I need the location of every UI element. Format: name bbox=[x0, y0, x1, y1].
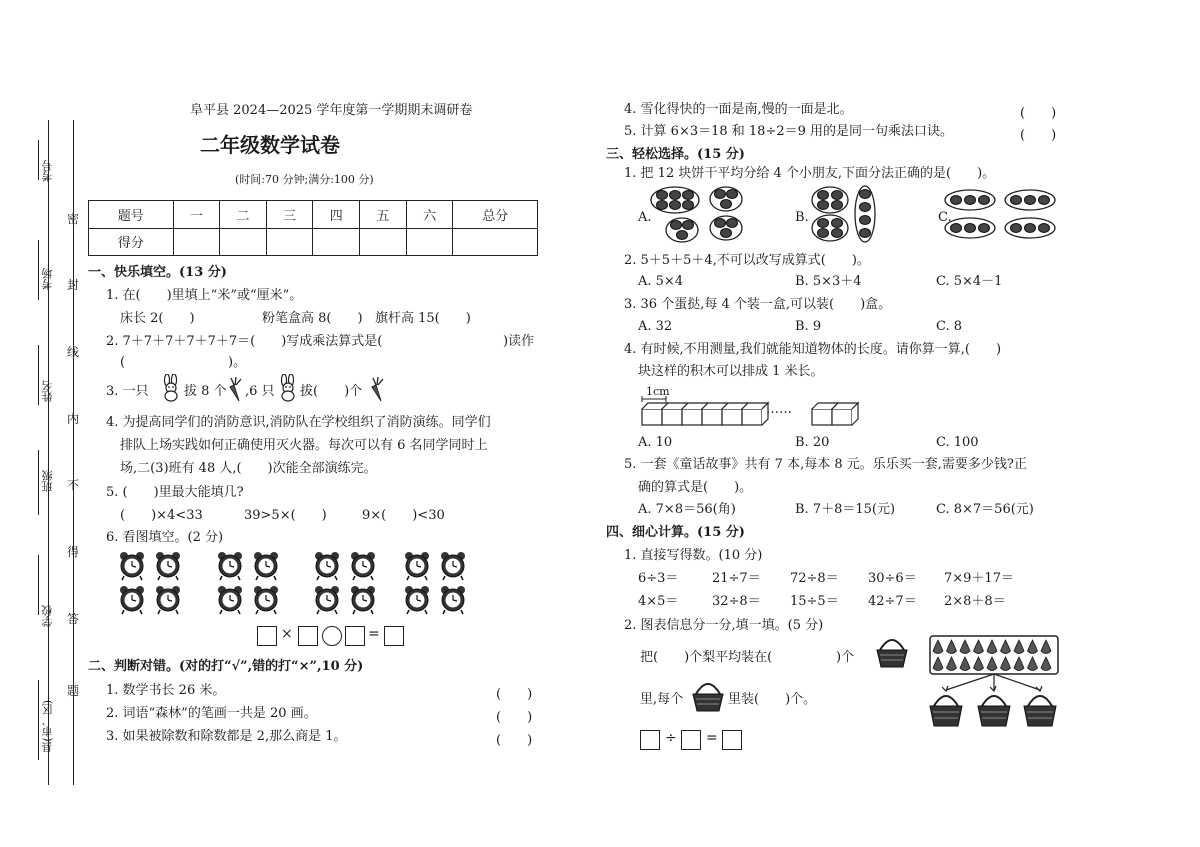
answer-box[interactable] bbox=[298, 626, 318, 646]
s3-q5-option-b[interactable]: B. 7＋8＝15(元) bbox=[795, 502, 896, 517]
s1-q5b: 39>5×( ) bbox=[244, 508, 327, 523]
binding-underline-2 bbox=[38, 240, 39, 300]
answer-box[interactable] bbox=[722, 730, 742, 750]
calc-item: 42÷7＝ bbox=[868, 594, 917, 609]
basket-icon bbox=[978, 696, 1010, 726]
score-cell: 六 bbox=[406, 201, 453, 229]
binding-underline-6 bbox=[38, 680, 39, 760]
cookie-icon bbox=[671, 221, 682, 230]
calc-item: 21÷7＝ bbox=[712, 571, 761, 586]
cookie-icon bbox=[683, 221, 694, 230]
calc-item: 30÷6＝ bbox=[868, 571, 917, 586]
calc-item: 7×9＋17＝ bbox=[944, 571, 1014, 586]
s1-q3b: 拔 8 个 bbox=[184, 384, 227, 399]
s3-q5b: 确的算式是( )。 bbox=[638, 480, 753, 495]
s1-q4a: 4. 为提高同学们的消防意识,消防队在学校组织了消防演练。同学们 bbox=[106, 415, 491, 430]
s3-q3-option-c[interactable]: C. 8 bbox=[936, 319, 963, 334]
cookie-icon bbox=[683, 191, 694, 200]
s4-q2a: 把( )个梨平均装在( bbox=[640, 650, 773, 665]
score-input-cell[interactable] bbox=[360, 228, 407, 256]
s1-q1c: 旗杆高 15( ) bbox=[375, 311, 471, 326]
s1-q5: 5. ( )里最大能填几? bbox=[106, 485, 244, 500]
answer-box[interactable] bbox=[681, 730, 701, 750]
alarm-clock-icon bbox=[156, 586, 180, 614]
s3-q3-option-b[interactable]: B. 9 bbox=[795, 319, 822, 334]
side-label-school: 学校 bbox=[41, 605, 54, 627]
s1-q2d: )。 bbox=[228, 355, 247, 370]
s1-q3a: 3. 一只 bbox=[106, 384, 149, 399]
cookie-icon bbox=[1011, 224, 1022, 233]
carrot-icon bbox=[368, 377, 386, 403]
binding-underline-4 bbox=[38, 450, 39, 515]
block-icon bbox=[832, 409, 852, 425]
score-cell: 二 bbox=[220, 201, 267, 229]
s3-q5a: 5. 一套《童话故事》共有 7 本,每本 8 元。乐乐买一套,需要多少钱?正 bbox=[624, 457, 1027, 472]
cookie-icon bbox=[818, 219, 829, 228]
alarm-clock-icon bbox=[315, 586, 339, 614]
s1-q4c: 场,二(3)班有 48 人,( )次能全部演练完。 bbox=[120, 461, 377, 476]
cookie-icon bbox=[818, 229, 829, 238]
score-cell: 总分 bbox=[453, 201, 538, 229]
s3-q1-option-b[interactable]: B. bbox=[795, 210, 809, 225]
calc-item: 72÷8＝ bbox=[790, 571, 839, 586]
cookie-icon bbox=[860, 229, 871, 238]
seal-char-7: 答 bbox=[67, 612, 80, 626]
section-4-heading: 四、细心计算。(15 分) bbox=[606, 525, 745, 540]
seal-char-8: 题 bbox=[67, 684, 80, 698]
basket-icon bbox=[690, 680, 726, 714]
seal-char-4: 内 bbox=[67, 412, 80, 426]
judge-blank[interactable]: ( ) bbox=[496, 733, 533, 748]
s1-q3d: 拔( )个 bbox=[300, 384, 363, 399]
cookie-icon bbox=[832, 201, 843, 210]
binding-line-left bbox=[48, 120, 49, 785]
score-input-cell[interactable] bbox=[173, 228, 220, 256]
score-table-row bbox=[89, 228, 538, 256]
s3-q1: 1. 把 12 块饼干平均分给 4 个小朋友,下面分法正确的是( )。 bbox=[624, 166, 996, 181]
calc-item: 2×8＋8＝ bbox=[944, 594, 1006, 609]
operator-circle[interactable] bbox=[322, 626, 342, 646]
s3-q2-option-a[interactable]: A. 5×4 bbox=[638, 274, 684, 289]
score-table bbox=[88, 200, 538, 256]
cookie-icon bbox=[683, 201, 694, 210]
score-cell: 三 bbox=[266, 201, 313, 229]
answer-box[interactable] bbox=[640, 730, 660, 750]
s2-q2: 2. 词语“森林”的笔画一共是 20 画。 bbox=[106, 706, 317, 721]
s3-q4a: 4. 有时候,不用测量,我们就能知道物体的长度。请你算一算,( ) bbox=[624, 342, 1002, 357]
s3-q3: 3. 36 个蛋挞,每 4 个装一盒,可以装( )盒。 bbox=[624, 297, 892, 312]
cookie-icon bbox=[721, 229, 732, 238]
score-cell: 题号 bbox=[89, 201, 174, 229]
block-icon bbox=[742, 409, 762, 425]
cookie-icon bbox=[951, 196, 962, 205]
s3-q4-option-c[interactable]: C. 100 bbox=[936, 435, 979, 450]
cookie-icon bbox=[832, 229, 843, 238]
alarm-clock-icon bbox=[120, 552, 144, 580]
s3-q3-option-a[interactable]: A. 32 bbox=[638, 319, 673, 334]
block-icon bbox=[642, 409, 662, 425]
divide-symbol: ÷ bbox=[665, 730, 677, 746]
cookie-icon bbox=[677, 231, 688, 240]
blocks-ellipsis: …… bbox=[766, 402, 792, 417]
blocks-figure bbox=[636, 393, 866, 429]
s3-q2-option-b[interactable]: B. 5×3＋4 bbox=[795, 274, 862, 289]
cookie-icon bbox=[1025, 196, 1036, 205]
s2-q4: 4. 雪化得快的一面是南,慢的一面是北。 bbox=[624, 102, 853, 117]
section-3-heading: 三、轻松选择。(15 分) bbox=[606, 147, 745, 162]
s2-q5: 5. 计算 6×3＝18 和 18÷2＝9 用的是同一句乘法口诀。 bbox=[624, 124, 954, 139]
s1-q2c: ( bbox=[120, 355, 126, 370]
times-symbol: × bbox=[281, 626, 293, 642]
alarm-clock-icon bbox=[405, 552, 429, 580]
s3-q4-option-a[interactable]: A. 10 bbox=[638, 435, 673, 450]
side-label-name: 姓名 bbox=[41, 380, 54, 402]
s3-q5-option-a[interactable]: A. 7×8＝56(角) bbox=[638, 502, 736, 517]
cookie-icon bbox=[670, 191, 681, 200]
rabbit-icon bbox=[159, 374, 183, 402]
seal-char-5: 不 bbox=[67, 478, 80, 492]
cookie-groups-figure bbox=[650, 184, 1090, 246]
s1-q1a: 床长 2( ) bbox=[120, 311, 195, 326]
side-label-county: 县(市、区) bbox=[41, 700, 54, 753]
cookie-icon bbox=[965, 196, 976, 205]
score-cell: 四 bbox=[313, 201, 360, 229]
calc-item: 6÷3＝ bbox=[638, 571, 679, 586]
cookie-icon bbox=[832, 191, 843, 200]
equals-symbol: = bbox=[368, 626, 380, 642]
cookie-icon bbox=[727, 219, 738, 228]
cookie-icon bbox=[818, 191, 829, 200]
score-table-row bbox=[89, 201, 538, 229]
cookie-icon bbox=[860, 203, 871, 212]
block-icon bbox=[702, 409, 722, 425]
cookie-icon bbox=[1025, 224, 1036, 233]
block-icon bbox=[722, 409, 742, 425]
block-icon bbox=[812, 409, 832, 425]
score-cell: 得分 bbox=[89, 228, 174, 256]
cookie-icon bbox=[715, 219, 726, 228]
seal-char-2: 封 bbox=[67, 278, 80, 292]
block-icon bbox=[662, 409, 682, 425]
s3-q5-option-c[interactable]: C. 8×7＝56(元) bbox=[936, 502, 1034, 517]
pear-tray-figure bbox=[924, 632, 1064, 732]
alarm-clock-icon bbox=[441, 586, 465, 614]
answer-box[interactable] bbox=[257, 626, 277, 646]
alarm-clock-icon bbox=[315, 552, 339, 580]
score-cell: 五 bbox=[360, 201, 407, 229]
score-input-cell[interactable] bbox=[453, 228, 538, 256]
carrot-icon bbox=[226, 377, 244, 403]
cookie-icon bbox=[860, 216, 871, 225]
block-icon bbox=[682, 409, 702, 425]
s3-q1-option-c[interactable]: C. bbox=[938, 210, 952, 225]
judge-blank[interactable]: ( ) bbox=[496, 687, 533, 702]
seal-char-1: 密 bbox=[67, 212, 80, 226]
s3-q2: 2. 5＋5＋5＋4,不可以改写成算式( )。 bbox=[624, 253, 870, 268]
s4-q2b: )个 bbox=[836, 650, 855, 665]
cookie-icon bbox=[965, 224, 976, 233]
section-2-heading: 二、判断对错。(对的打“√”,错的打“×”,10 分) bbox=[88, 659, 364, 674]
judge-blank[interactable]: ( ) bbox=[1020, 106, 1057, 121]
answer-box[interactable] bbox=[345, 626, 365, 646]
basket-icon bbox=[930, 696, 962, 726]
exam-title: 二年级数学试卷 bbox=[200, 133, 340, 157]
cookie-icon bbox=[715, 190, 726, 199]
cookie-icon bbox=[979, 196, 990, 205]
calc-item: 32÷8＝ bbox=[712, 594, 761, 609]
s1-q1b: 粉笔盒高 8( ) bbox=[262, 311, 363, 326]
side-label-exam-no: 考号 bbox=[41, 160, 54, 182]
s1-q3c: ,6 只 bbox=[245, 384, 275, 399]
cookie-icon bbox=[818, 201, 829, 210]
s2-q3: 3. 如果被除数和除数都是 2,那么商是 1。 bbox=[106, 729, 347, 744]
binding-underline-5 bbox=[38, 555, 39, 615]
side-label-class: 班级 bbox=[41, 470, 54, 492]
alarm-clock-icon bbox=[254, 586, 278, 614]
basket-icon bbox=[1024, 696, 1056, 726]
alarm-clock-icon bbox=[254, 552, 278, 580]
s4-q2d: 里装( )个。 bbox=[728, 692, 817, 707]
alarm-clock-icon bbox=[351, 552, 375, 580]
s1-q1: 1. 在( )里填上“米”或“厘米”。 bbox=[106, 288, 303, 303]
s1-q5a: ( )×4<33 bbox=[120, 508, 203, 523]
alarm-clock-icon bbox=[218, 586, 242, 614]
s1-q4b: 排队上场实践如何正确使用灭火器。每次可以有 6 名同学同时上 bbox=[120, 438, 488, 453]
seal-char-6: 得 bbox=[67, 545, 80, 559]
cookie-icon bbox=[1011, 196, 1022, 205]
s2-q1: 1. 数学书长 26 米。 bbox=[106, 683, 226, 698]
section-1-heading: 一、快乐填空。(13 分) bbox=[88, 265, 227, 280]
judge-blank[interactable]: ( ) bbox=[1020, 128, 1057, 143]
s1-q2b: )读作 bbox=[503, 334, 535, 349]
cookie-icon bbox=[1039, 196, 1050, 205]
s1-q6: 6. 看图填空。(2 分) bbox=[106, 530, 224, 545]
cookie-icon bbox=[951, 224, 962, 233]
alarm-clock-icon bbox=[120, 586, 144, 614]
s3-q2-option-c[interactable]: C. 5×4－1 bbox=[936, 274, 1003, 289]
cookie-icon bbox=[1039, 224, 1050, 233]
s3-q1-option-a[interactable]: A. bbox=[638, 210, 652, 225]
binding-underline-1 bbox=[38, 140, 39, 180]
cookie-icon bbox=[721, 200, 732, 209]
alarm-clock-icon bbox=[156, 552, 180, 580]
s1-q2a: 2. 7＋7＋7＋7＋7＋7＝( )写成乘法算式是( bbox=[106, 334, 383, 349]
calc-item: 4×5＝ bbox=[638, 594, 679, 609]
exam-meta: (时间:70 分钟;满分:100 分) bbox=[235, 173, 374, 186]
cm-label: 1cm bbox=[646, 385, 670, 398]
cookie-icon bbox=[860, 190, 871, 199]
seal-char-3: 线 bbox=[67, 345, 80, 359]
basket-icon bbox=[874, 636, 910, 670]
cookie-icon bbox=[727, 190, 738, 199]
s4-q2c: 里,每个 bbox=[640, 692, 684, 707]
alarm-clock-icon bbox=[405, 586, 429, 614]
exam-subtitle: 阜平县 2024—2025 学年度第一学期期末调研卷 bbox=[190, 103, 473, 118]
calc-item: 15÷5＝ bbox=[790, 594, 839, 609]
alarm-clock-icon bbox=[218, 552, 242, 580]
s4-q2: 2. 图表信息分一分,填一填。(5 分) bbox=[624, 618, 824, 633]
equals-symbol: = bbox=[706, 730, 718, 746]
s3-q4b: 块这样的积木可以排成 1 米长。 bbox=[638, 364, 824, 379]
cookie-icon bbox=[670, 201, 681, 210]
side-label-exam-room: 考场 bbox=[41, 268, 54, 290]
answer-box[interactable] bbox=[384, 626, 404, 646]
score-input-cell[interactable] bbox=[220, 228, 267, 256]
alarm-clock-icon bbox=[351, 586, 375, 614]
score-input-cell[interactable] bbox=[313, 228, 360, 256]
score-input-cell[interactable] bbox=[406, 228, 453, 256]
s3-q4-option-b[interactable]: B. 20 bbox=[795, 435, 830, 450]
alarm-clocks-figure bbox=[110, 550, 480, 620]
cookie-icon bbox=[979, 224, 990, 233]
score-input-cell[interactable] bbox=[266, 228, 313, 256]
cookie-icon bbox=[657, 201, 668, 210]
alarm-clock-icon bbox=[441, 552, 465, 580]
cookie-icon bbox=[657, 191, 668, 200]
s4-q1: 1. 直接写得数。(10 分) bbox=[624, 548, 763, 563]
binding-underline-3 bbox=[38, 345, 39, 405]
rabbit-icon bbox=[276, 374, 300, 402]
judge-blank[interactable]: ( ) bbox=[496, 710, 533, 725]
s1-q5c: 9×( )<30 bbox=[362, 508, 445, 523]
cookie-icon bbox=[832, 219, 843, 228]
score-cell: 一 bbox=[173, 201, 220, 229]
